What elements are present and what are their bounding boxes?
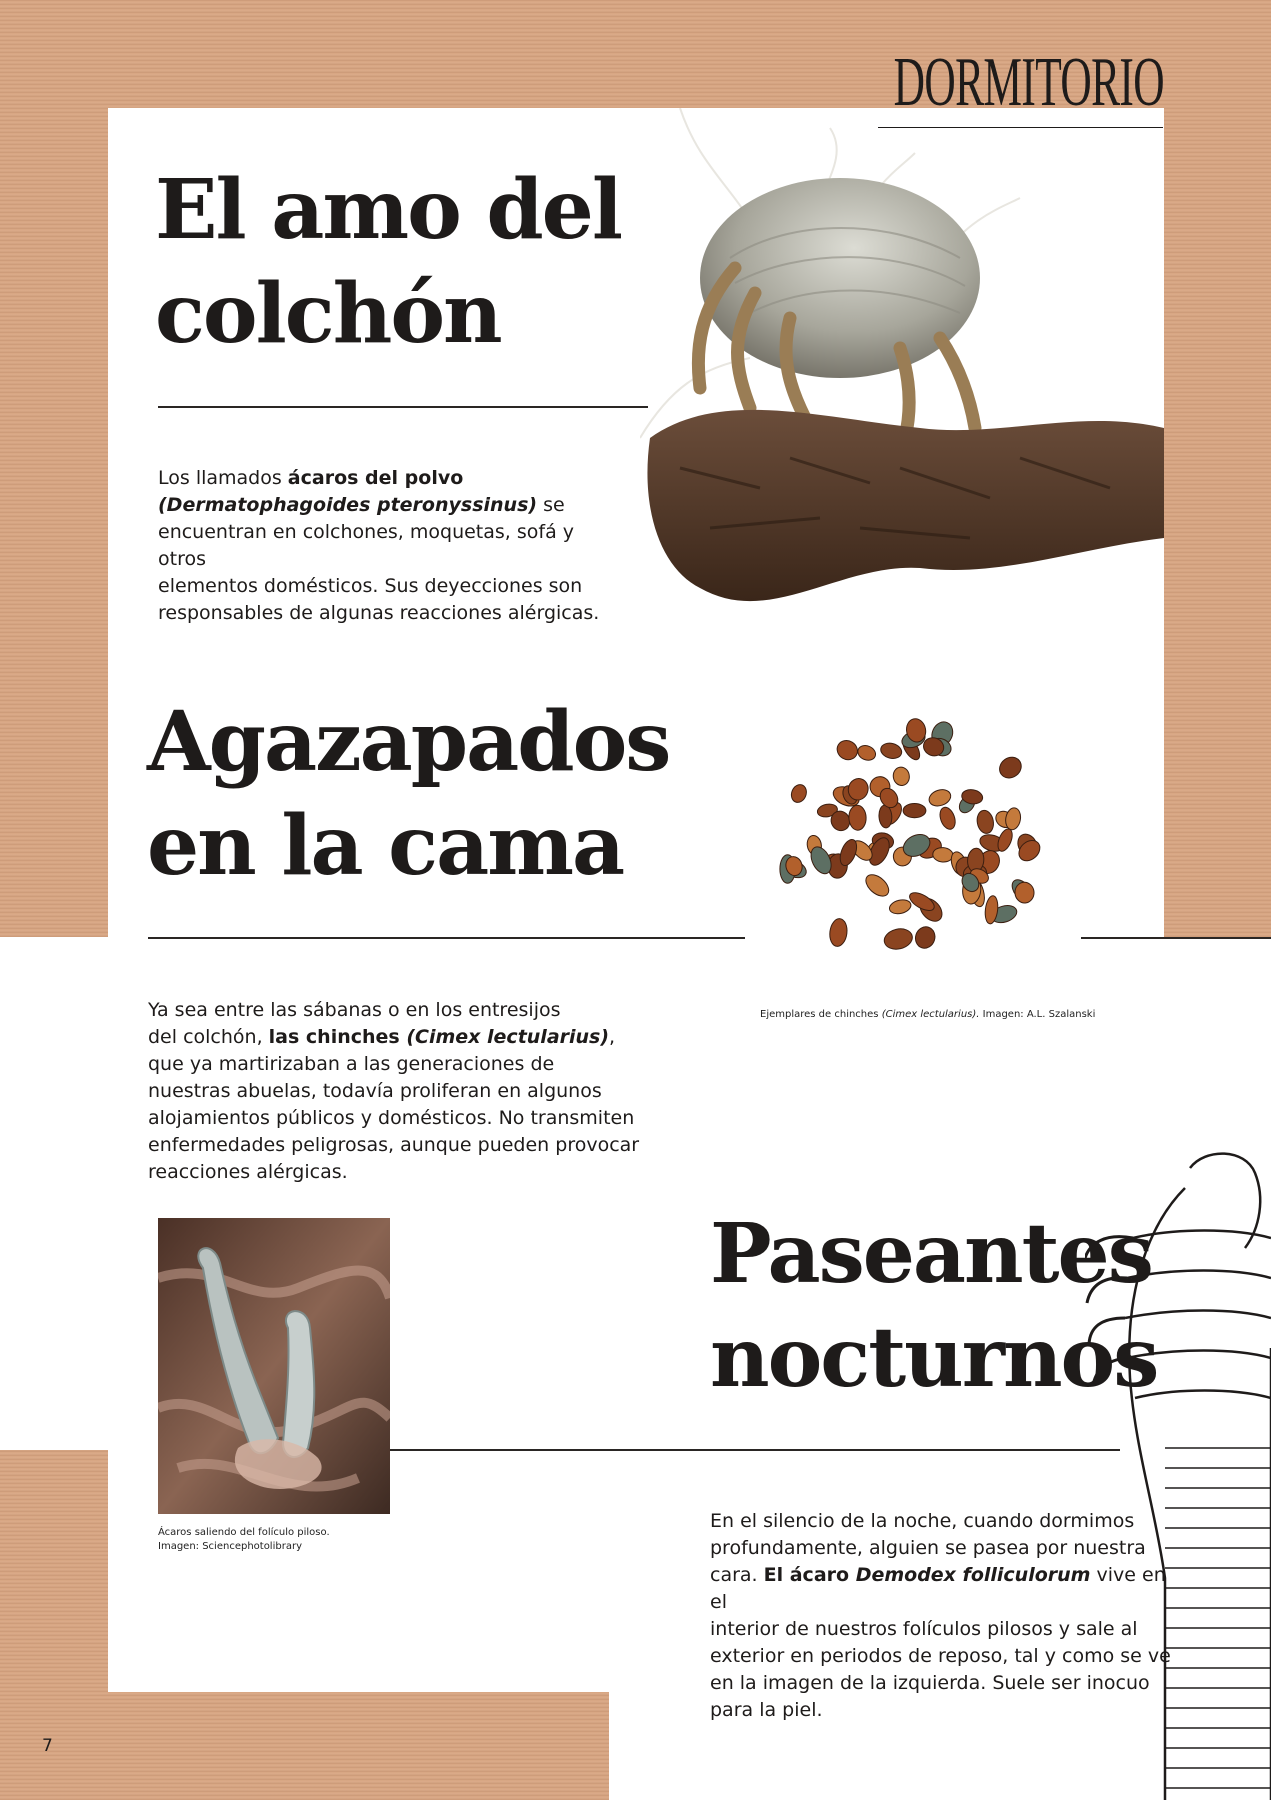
article-3-title-line-1: Paseantes (710, 1206, 1152, 1302)
section-tag: DORMITORIO (893, 44, 1164, 121)
kraft-background-bottom (0, 1692, 609, 1800)
article-2-title (147, 690, 669, 898)
article-2-body-bold: las chinches (Cimex lectularius) (268, 1026, 610, 1048)
article-1-body: Los llamados ácaros del polvo (Dermatophagoides pteronyssinus) se encuentran en colchones, moquetas, sofá y otros elementos domésticos. Sus deyecciones son responsables de algunas reacciones alérgicas. (158, 467, 600, 624)
article-3-rule (390, 1449, 1120, 1451)
article-3-body-bold: El ácaro Demodex folliculorum (763, 1564, 1091, 1586)
demodex-follicle-photo (158, 1218, 390, 1514)
article-1-title-line-2: colchón (155, 266, 501, 362)
article-2-caption: Ejemplares de chinches (Cimex lectularius). Imagen: A.L. Szalanski (760, 1009, 1096, 1020)
demodex-mite-right (283, 1311, 314, 1457)
article-1-body-species: (Dermatophagoides pteronyssinus) (158, 494, 538, 516)
bark-piece (647, 410, 1164, 601)
demodex-illustration-rings (1165, 1448, 1271, 1788)
article-3-body: En el silencio de la noche, cuando dormimos profundamente, alguien se pasea por nuestra cara. El ácaro Demodex folliculorum vive en el interior de nuestros folículos pilosos y sale al exterior en periodos de reposo, tal y como se ve en la imagen de la izquierda. Suele ser inocuo para la piel. (710, 1510, 1171, 1721)
article-3-body-species: Demodex folliculorum (855, 1564, 1091, 1586)
article-3-caption: Ácaros saliendo del folículo piloso. Imagen: Sciencephotolibrary (158, 1527, 330, 1552)
article-3-title (710, 1202, 1157, 1410)
article-2-title-line-2: en la cama (147, 798, 624, 894)
article-2-title-line-1: Agazapados (147, 694, 670, 790)
article-3-title-line-2: nocturnos (710, 1310, 1158, 1406)
bed-bug (848, 805, 866, 831)
article-2-body-species: (Cimex lectularius) (406, 1026, 610, 1048)
bed-bugs-photo (745, 690, 1081, 996)
article-1-title-line-1: El amo del (155, 162, 621, 258)
article-2-rule (148, 937, 1271, 939)
article-2-body: Ya sea entre las sábanas o en los entresijos del colchón, las chinches (Cimex lectularius), que ya martirizaban a las generaciones de nuestras abuelas, todavía proliferan en algunos alojamientos públicos y domésticos. No transmiten enfermedades peligrosas, aunque pueden provocar reacciones alérgicas. (148, 999, 640, 1183)
article-1-body-bold: ácaros del polvo (287, 467, 464, 489)
article-1-title (155, 158, 621, 366)
bed-bug (903, 804, 926, 818)
page-number: 7 (42, 1736, 53, 1756)
dust-mite-photo (640, 108, 1164, 632)
article-1-rule (158, 406, 648, 408)
